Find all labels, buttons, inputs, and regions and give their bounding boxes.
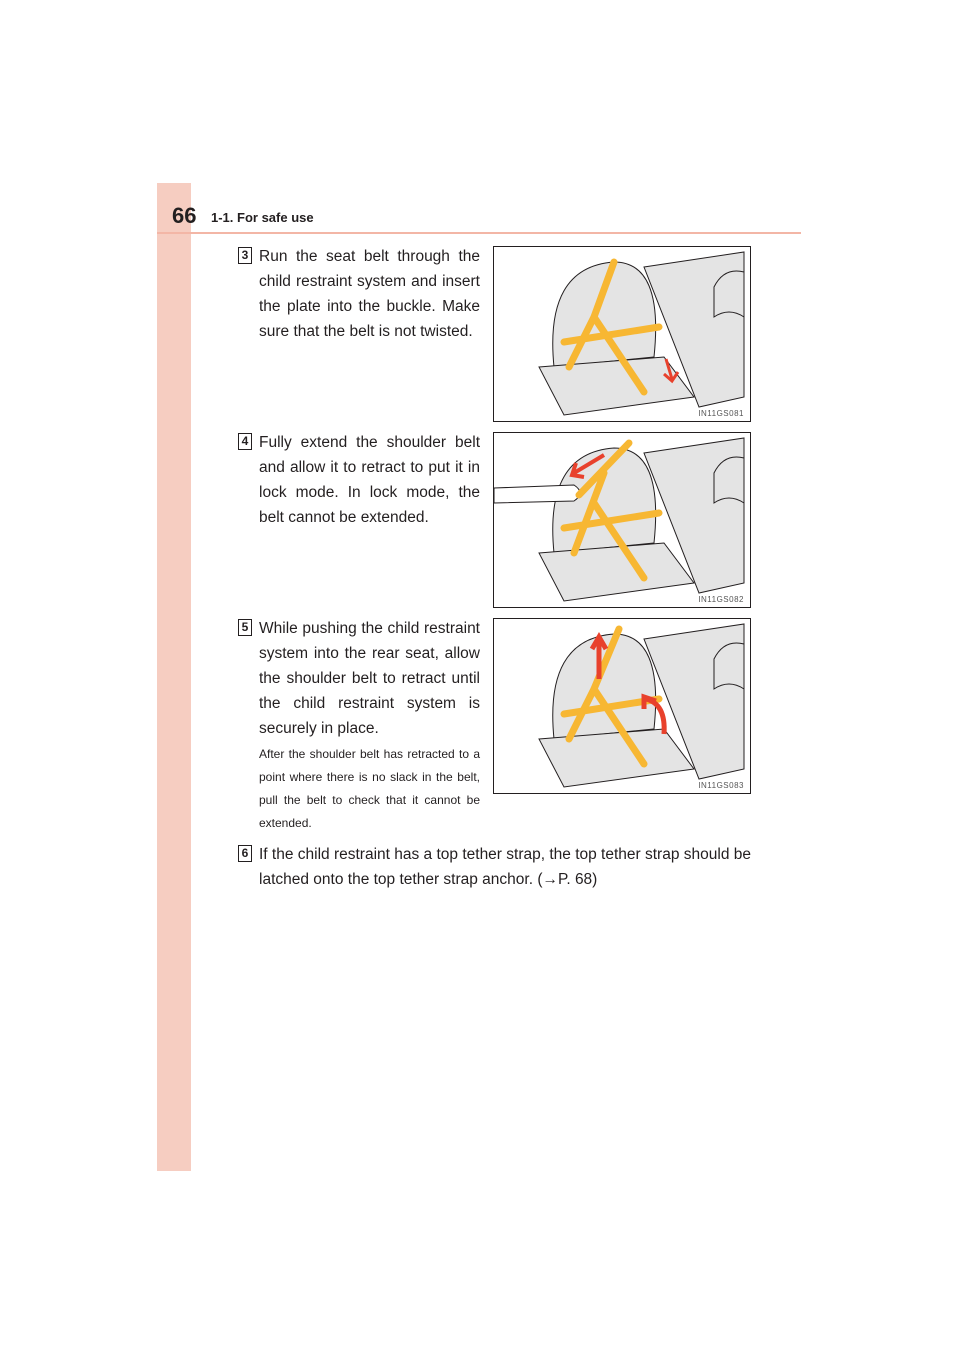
figure-code: IN11GS082: [698, 595, 744, 604]
step-5-text: While pushing the child restraint system into the rear seat, allow the shoulder belt to retract until the child restraint system is securely in place.: [259, 620, 480, 737]
header-rule: [157, 232, 801, 234]
step-3-text: Run the seat belt through the child restraint system and insert the plate into the buckle. Make sure that the belt is not twisted.: [259, 248, 480, 340]
step-5-note: After the shoulder belt has retracted to a point where there is no slack in the belt, pull the belt to check that it cannot be extended.: [259, 747, 480, 830]
step-4-text: Fully extend the shoulder belt and allow it to retract to put it in lock mode. In lock mode, the belt cannot be extended.: [259, 434, 480, 526]
step-number-3: 3: [238, 247, 252, 264]
figure-code: IN11GS081: [698, 409, 744, 418]
section-title: 1-1. For safe use: [211, 210, 314, 225]
step-number-6: 6: [238, 845, 252, 862]
step-6-text: If the child restraint has a top tether strap, the top tether strap should be latched onto the top tether strap anchor. (→P. 68): [259, 846, 751, 888]
child-seat-belt-through-illustration: [494, 247, 750, 421]
page-sidebar-tab: [157, 183, 191, 1171]
figure-step-3: [493, 246, 751, 422]
push-seat-retract-belt-illustration: [494, 619, 750, 793]
page-number: 66: [172, 203, 197, 228]
step-number-5: 5: [238, 619, 252, 636]
figure-step-4: [493, 432, 751, 608]
figure-code: IN11GS083: [698, 781, 744, 790]
figure-step-5: [493, 618, 751, 794]
step-number-4: 4: [238, 433, 252, 450]
extend-shoulder-belt-illustration: [494, 433, 750, 607]
